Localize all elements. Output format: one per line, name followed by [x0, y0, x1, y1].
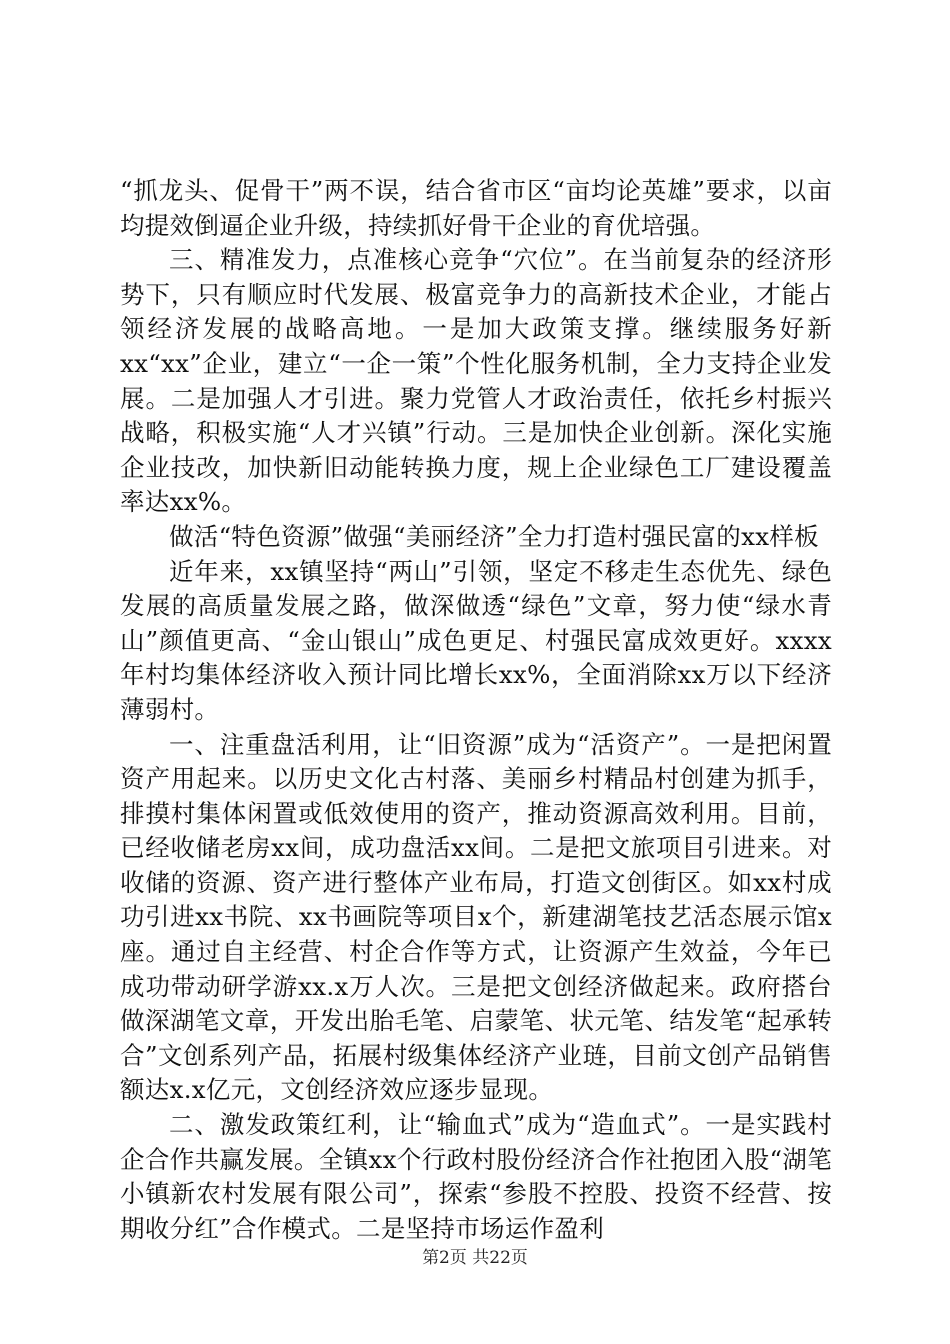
document-body: [120, 174, 832, 1246]
paragraph-section-two: 二、激发政策红利，让“输血式”成为“造血式”。一是实践村企合作共赢发展。全镇xx个行政村股份经济合作社抱团入股“湖笔小镇新农村发展有限公司”，探索“参股不控股、投资不经营、按期收分红”合作模式。二是坚持市场运作盈利: [120, 1110, 832, 1243]
paragraph-section-one: 一、注重盘活利用，让“旧资源”成为“活资产”。一是把闲置资产用起来。以历史文化古村落、美丽乡村精品村创建为抓手，排摸村集体闲置或低效使用的资产，推动资源高效利用。目前，已经收储老房xx间，成功盘活xx间。二是把文旅项目引进来。对收储的资源、资产进行整体产业布局，打造文创街区。如xx村成功引进xx书院、xx书画院等项目x个，新建湖笔技艺活态展示馆x座。通过自主经营、村企合作等方式，让资源产生效益，今年已成功带动研学游xx.x万人次。三是把文创经济做起来。政府搭台做深湖笔文章，开发出胎毛笔、启蒙笔、状元笔、结发笔“起承转合”文创系列产品，拓展村级集体经济产业琏，目前文创产品销售额达x.x亿元，文创经济效应逐步显现。: [120, 729, 832, 1105]
article-title: 做活“特色资源”做强“美丽经济”全力打造村强民富的xx样板: [169, 521, 819, 551]
paragraph-intro: 近年来，xx镇坚持“两山”引领，坚定不移走生态优先、绿色发展的高质量发展之路，做深做透“绿色”文章，努力使“绿水青山”颜值更高、“金山银山”成色更足、村强民富成效更好。xxxx年村均集体经济收入预计同比增长xx%，全面消除xx万以下经济薄弱村。: [120, 556, 832, 724]
paragraph-continuation: “抓龙头、促骨干”两不误，结合省市区“亩均论英雄”要求，以亩均提效倒逼企业升级，持续抓好骨干企业的育优培强。: [120, 176, 832, 240]
paragraph-section-three: 三、精准发力，点准核心竞争“穴位”。在当前复杂的经济形势下，只有顺应时代发展、极富竞争力的高新技术企业，才能占领经济发展的战略高地。一是加大政策支撑。继续服务好新xx“xx”企业，建立“一企一策”个性化服务机制，全力支持企业发展。二是加强人才引进。聚力党管人才政治责任，依托乡村振兴战略，积极实施“人才兴镇”行动。三是加快企业创新。深化实施企业技改，加快新旧动能转换力度，规上企业绿色工厂建设覆盖率达xx%。: [120, 245, 832, 517]
page-footer: 第2页 共22页: [422, 1248, 528, 1268]
